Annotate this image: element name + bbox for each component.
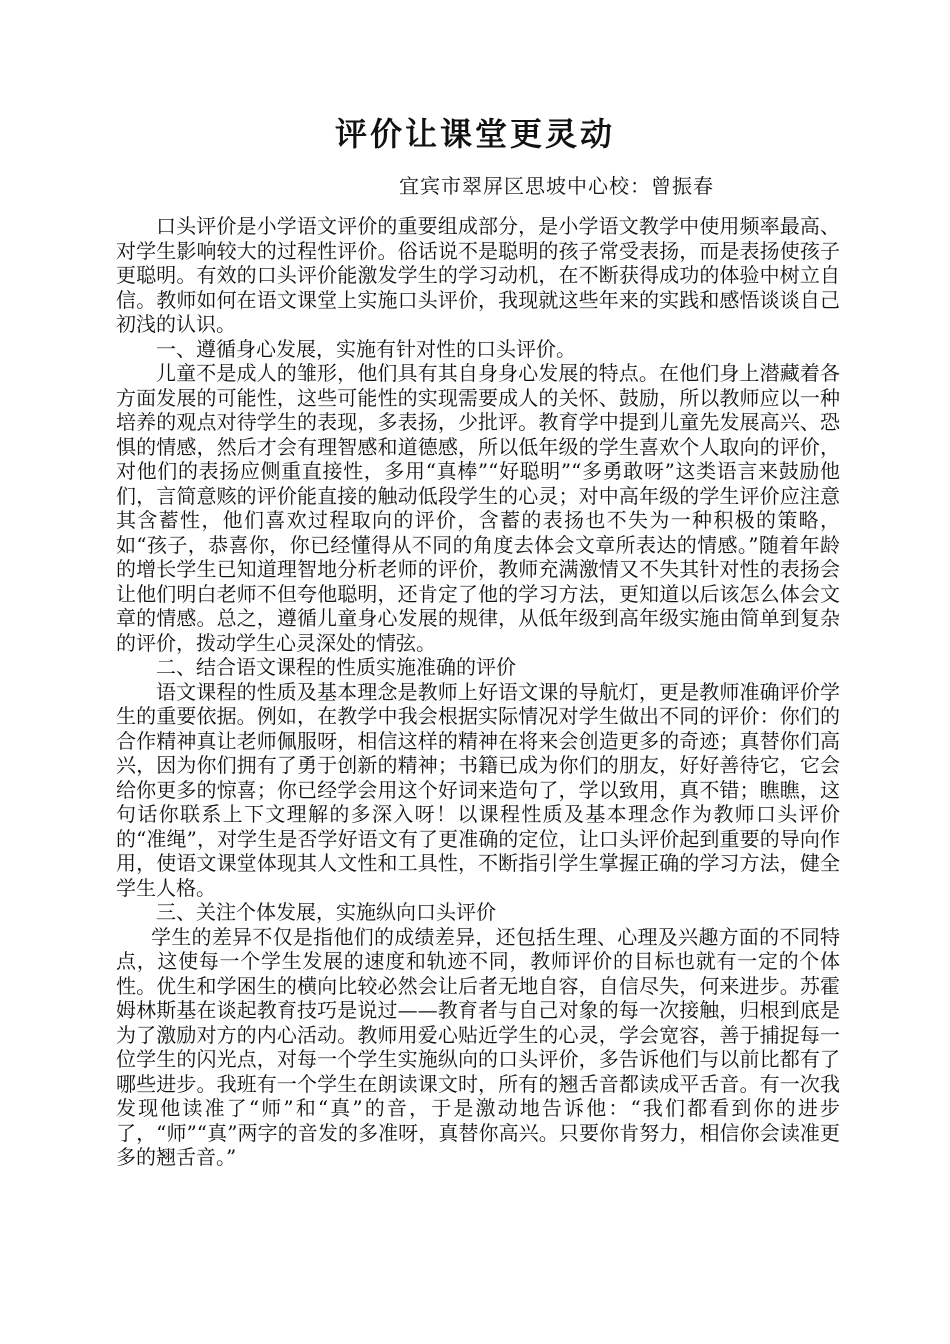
section-paragraph-2: 语文课程的性质及基本理念是教师上好语文课的导航灯，更是教师准确评价学生的重要依据。例如，在教学中我会根据实际情况对学生做出不同的评价：你们的合作精神真让老师佩服呀，相信这样的精神在将来会创造更多的奇迹；真替你们高兴，因为你们拥有了勇于创新的精神；书籍已成为你们的朋友，好好善待它，它会给你更多的惊喜；你已经学会用这个好词来造句了，学以致用，真不错；瞧瞧，这句话你联系上下文理解的多深入呀！以课程性质及基本理念作为教师口头评价的“准绳”，对学生是否学好语文有了更准确的定位，让口头评价起到重要的导向作用，使语文课堂体现其人文性和工具性，不断指引学生掌握正确的学习方法，健全学生人格。 [116,679,840,900]
section-heading-2: 二、结合语文课程的性质实施准确的评价 [156,655,516,679]
document-title: 评价让课堂更灵动 [334,115,615,153]
section-paragraph-1: 儿童不是成人的雏形，他们具有其自身身心发展的特点。在他们身上潜藏着各方面发展的可能性，这些可能性的实现需要成人的关怀、鼓励，所以教师应以一种培养的观点对待学生的表现，多表扬，少批评。教育学中提到儿童先发展高兴、恐惧的情感，然后才会有理智感和道德感，所以低年级的学生喜欢个人取向的评价，对他们的表扬应侧重直接性，多用“真棒”“好聪明”“多勇敢呀”这类语言来鼓励他们，言简意赅的评价能直接的触动低段学生的心灵；对中高年级的学生评价应注意其含蓄性，他们喜欢过程取向的评价，含蓄的表扬也不失为一种积极的策略，如“孩子，恭喜你，你已经懂得从不同的角度去体会文章所表达的情感。”随着年龄的增长学生已知道理智地分析老师的评价，教师充满激情又不失其针对性的表扬会让他们明白老师不但夸他聪明，还肯定了他的学习方法，更知道以后该怎么体会文章的情感。总之，遵循儿童身心发展的规律，从低年级到高年级实施由简单到复杂的评价，拨动学生心灵深处的情弦。 [116,361,840,655]
section-heading-1: 一、遵循身心发展，实施有针对性的口头评价。 [156,336,576,361]
section-paragraph-3: 学生的差异不仅是指他们的成绩差异，还包括生理、心理及兴趣方面的不同特点，这使每一个学生发展的速度和轨迹不同，教师评价的目标也就有一定的个体性。优生和学困生的横向比较必然会让后者无地自容，自信尽失，何来进步。苏霍姆林斯基在谈起教育技巧是说过——教育者与自己对象的每一次接触，归根到底是为了激励对方的内心活动。教师用爱心贴近学生的心灵，学会宽容，善于捕捉每一位学生的闪光点，对每一个学生实施纵向的口头评价，多告诉他们与以前比都有了哪些进步。我班有一个学生在朗读课文时，所有的翘舌音都读成平舌音。有一次我发现他读准了“师”和“真”的音，于是激动地告诉他：“我们都看到你的进步了，“师”“真”两字的音发的多准呀，真替你高兴。只要你肯努力，相信你会读准更多的翘舌音。” [116,924,840,1169]
document-body [116,214,840,1170]
intro-paragraph: 口头评价是小学语文评价的重要组成部分，是小学语文教学中使用频率最高、对学生影响较大的过程性评价。俗话说不是聪明的孩子常受表扬，而是表扬使孩子更聪明。有效的口头评价能激发学生的学习动机，在不断获得成功的体验中树立自信。教师如何在语文课堂上实施口头评价，我现就这些年来的实践和感悟谈谈自己初浅的认识。 [116,214,840,336]
author-line: 宜宾市翠屏区思坡中心校：曾振春 [399,174,714,198]
section-heading-3: 三、关注个体发展，实施纵向口头评价 [156,900,496,924]
